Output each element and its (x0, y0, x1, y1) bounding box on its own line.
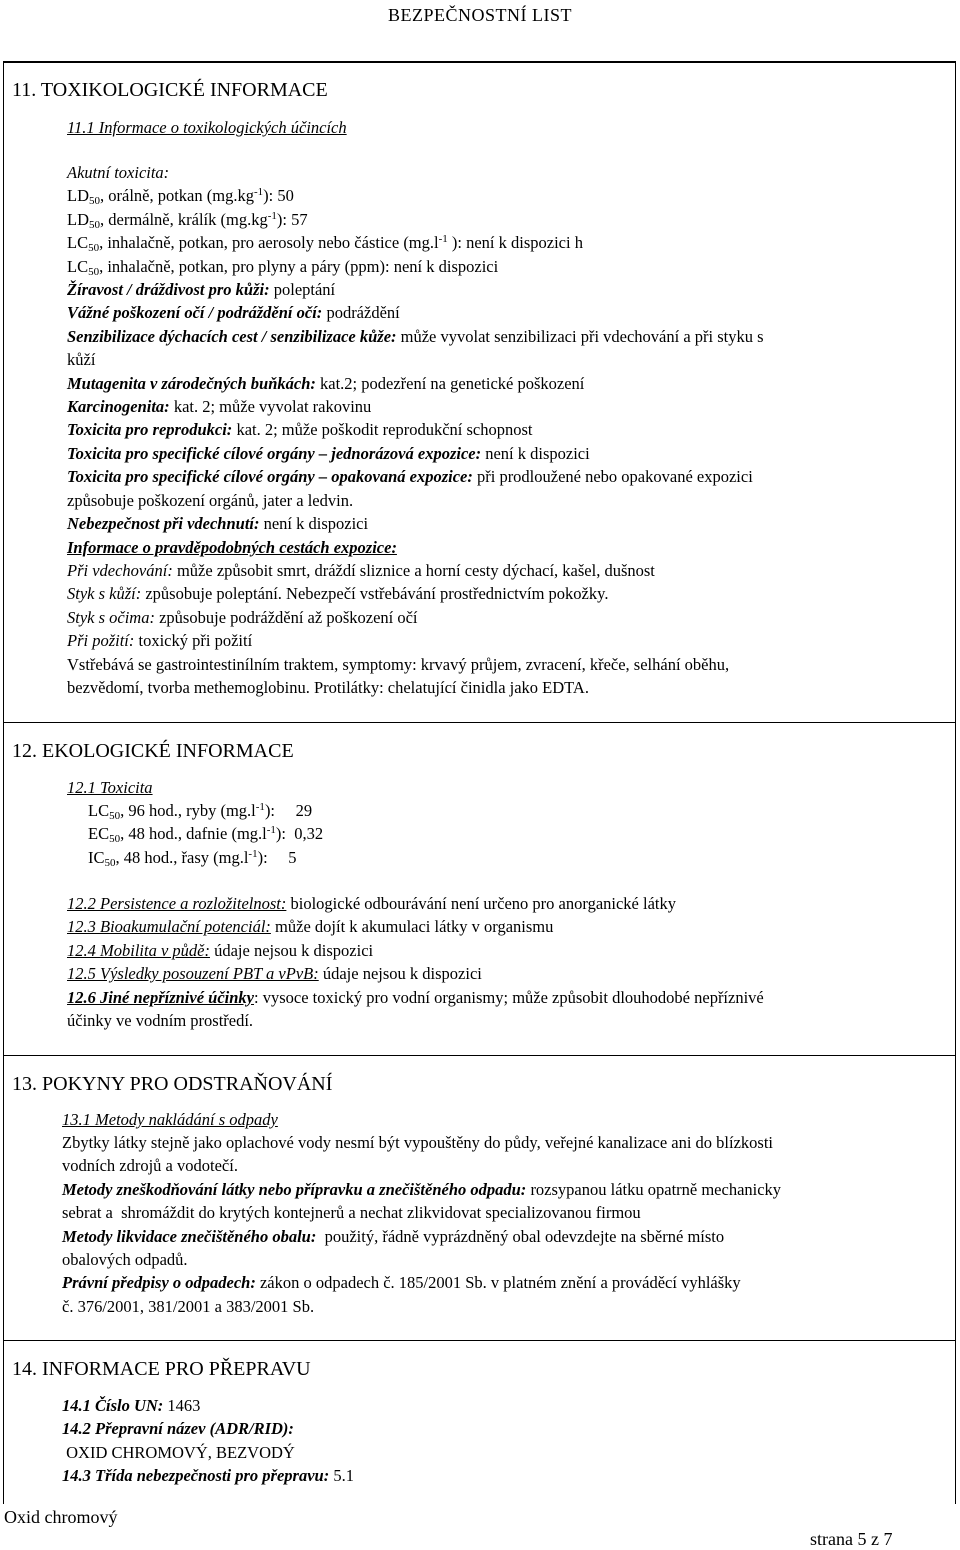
mobility: 12.4 Mobilita v půdě: údaje nejsou k dispozici (67, 940, 374, 960)
shipping-name-label: 14.2 Přepravní název (ADR/RID): (62, 1419, 294, 1439)
stot-repeated: Toxicita pro specifické cílové orgány – opakovaná expozice: při prodloužené nebo opakované expozici (67, 467, 753, 487)
lc50-gas: $LC_{50}$, inhalačně, potkan, pro plyny a páry (ppm): není k dispozici (67, 256, 499, 278)
waste-residues-cont: vodních zdrojů a vodotečí. (62, 1156, 238, 1176)
section-13-title: 13. POKYNY PRO ODSTRAŇOVÁNÍ (12, 1073, 333, 1095)
sensitization-cont: kůží (67, 350, 96, 370)
footer-product-name: Oxid chromový (4, 1507, 118, 1527)
route-ingestion: Při požití: toxický při požití (67, 631, 253, 651)
divider-s12-s13 (3, 1055, 956, 1056)
packaging-disposal-cont: obalových odpadů. (62, 1250, 188, 1270)
section-13-1-subtitle: 13.1 Metody nakládání s odpady (62, 1110, 278, 1129)
section-12-items (67, 892, 764, 1032)
frame-top-border (3, 61, 956, 63)
eye-damage: Vážné poškození očí / podráždění očí: podráždění (67, 303, 400, 323)
ec50-daphnia: $EC_{50}$, 48 hod., dafnie $(mg.l^{-1})$: 0,32 (88, 824, 324, 846)
section-12-1-subtitle: 12.1 Toxicita (67, 778, 153, 797)
carcinogenicity: Karcinogenita: kat. 2; může vyvolat rakovinu (67, 397, 372, 417)
lc50-fish: $LC_{50}$, 96 hod., ryby $(mg.l^{-1})$: 29 (88, 801, 313, 822)
ld50-oral: $LD_{50}$, orálně, potkan $(mg.kg^{-1})$: 50 (67, 186, 294, 208)
section-14-body (62, 1394, 354, 1488)
ecotox-values (88, 799, 323, 869)
route-eyes: Styk s očima: způsobuje podráždění až poškození očí (67, 607, 418, 627)
waste-legislation: Právní předpisy o odpadech: zákon o odpadech č. 185/2001 Sb. v platném znění a prováděcí vyhlášky (62, 1273, 741, 1293)
mutagenicity: Mutagenita v zárodečných buňkách: kat.2; podezření na genetické poškození (67, 373, 585, 393)
bioaccumulation: 12.3 Bioakumulační potenciál: může dojít k akumulaci látky v organismu (67, 917, 554, 937)
absorption-text: Vstřebává se gastrointestinílním traktem, symptomy: krvavý průjem, zvracení, křeče, selhání oběhu, (67, 654, 730, 674)
shipping-name-value: OXID CHROMOVÝ, BEZVODÝ (62, 1442, 295, 1462)
acute-toxicity-label: Akutní toxicita: (67, 163, 170, 182)
section-11-title: 11. TOXIKOLOGICKÉ INFORMACE (12, 79, 328, 101)
divider-s11-s12 (3, 722, 956, 723)
aspiration-hazard: Nebezpečnost při vdechnutí: není k dispozici (67, 514, 369, 534)
sensitization: Senzibilizace dýchacích cest / senzibilizace kůže: může vyvolat senzibilizaci při vdechování a při styku s (67, 326, 764, 346)
section-14-title: 14. INFORMACE PRO PŘEPRAVU (12, 1358, 311, 1380)
stot-single: Toxicita pro specifické cílové orgány – jednorázová expozice: není k dispozici (67, 443, 590, 463)
persistence: 12.2 Persistence a rozložitelnost: biologické odbourávání není určeno pro anorganické látky (67, 894, 676, 913)
divider-s13-s14 (3, 1340, 956, 1341)
disposal-methods-cont: sebrat a shromáždit do krytých kontejnerů a nechat zlikvidovat specializovanou firmou (62, 1203, 641, 1223)
waste-legislation-cont: č. 376/2001, 381/2001 a 383/2001 Sb. (62, 1296, 315, 1316)
absorption-text-cont: bezvědomí, tvorba methemoglobinu. Protilátky: chelatující činidla jako EDTA. (67, 677, 589, 697)
hazard-class: 14.3 Třída nebezpečnosti pro přepravu: 5.1 (62, 1466, 354, 1486)
ld50-dermal: $LD_{50}$, dermálně, králík $(mg.kg^{-1})$: 57 (67, 209, 308, 231)
other-effects-cont: účinky ve vodním prostředí. (67, 1011, 254, 1031)
disposal-methods: Metody zneškodňování látky nebo přípravku a znečištěného odpadu: rozsypanou látku opatrně mechanicky (62, 1179, 782, 1199)
waste-residues: Zbytky látky stejně jako oplachové vody nesmí být vypouštěny do půdy, veřejné kanalizace ani do blízkosti (62, 1133, 774, 1152)
page-header-title: BEZPEČNOSTNÍ LIST (388, 5, 572, 25)
stot-repeated-cont: způsobuje poškození orgánů, jater a ledvin. (67, 490, 354, 510)
section-11-1-subtitle: 11.1 Informace o toxikologických účincích (67, 118, 347, 137)
section-11-body (67, 161, 764, 699)
route-inhalation: Při vdechování: může způsobit smrt, dráždí sliznice a horní cesty dýchací, kašel, dušnost (67, 560, 655, 580)
exposure-routes-heading: Informace o pravděpodobných cestách expozice: (67, 537, 397, 557)
reproductive-toxicity: Toxicita pro reprodukci: kat. 2; může poškodit reprodukční schopnost (67, 420, 533, 440)
frame-right-border (955, 61, 956, 1504)
skin-corrosion: Žíravost / dráždivost pro kůži: poleptání (67, 280, 336, 300)
pbt-assessment: 12.5 Výsledky posouzení PBT a vPvB: údaje nejsou k dispozici (67, 964, 482, 984)
section-13-body (62, 1131, 781, 1318)
packaging-disposal: Metody likvidace znečištěného obalu: použitý, řádně vyprázdněný obal odevzdejte na sběrné místo (62, 1226, 725, 1246)
lc50-aerosol: $LC_{50}$, inhalačně, potkan, pro aerosoly nebo částice ($mg.l^{-1}$ ): není k dispozici h (67, 233, 583, 255)
route-skin: Styk s kůží: způsobuje poleptání. Nebezpečí vstřebávání prostřednictvím pokožky. (67, 584, 609, 604)
frame-left-border (3, 61, 4, 1504)
other-effects: 12.6 Jiné nepříznivé účinky: vysoce toxický pro vodní organismy; může způsobit dlouhodobé nepříznivé (67, 987, 764, 1007)
footer-page-number: strana 5 z 7 (810, 1529, 893, 1549)
un-number: 14.1 Číslo UN: 1463 (62, 1396, 201, 1415)
section-12-title: 12. EKOLOGICKÉ INFORMACE (12, 740, 294, 762)
ic50-algae: $IC_{50}$, 48 hod., řasy $(mg.l^{-1})$: 5 (88, 847, 297, 869)
